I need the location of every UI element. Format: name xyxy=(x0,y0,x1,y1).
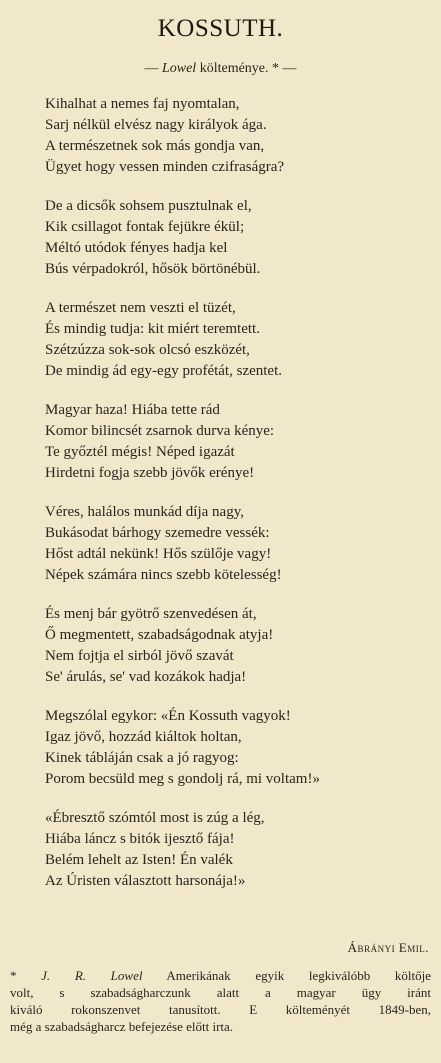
footnote-name: J. R. Lowel xyxy=(41,968,143,983)
stanza xyxy=(45,94,435,178)
poem-line: Te győztél mégis! Néped igazát xyxy=(45,444,235,460)
poem-body xyxy=(45,94,435,910)
poem-subtitle xyxy=(0,60,441,78)
poem-line: És menj bár gyötrő szenvedésen át, xyxy=(45,606,257,622)
poem-line: Méltó utódok fényes hadja kel xyxy=(45,240,228,256)
poem-line: Kihalhat a nemes faj nyomtalan, xyxy=(45,96,240,112)
subtitle-suffix: költeménye. * — xyxy=(196,61,297,76)
stanza xyxy=(45,196,435,280)
poem-line: Ügyet hogy vessen minden czifraságra? xyxy=(45,159,285,175)
poem-line: De a dicsők sohsem pusztulnak el, xyxy=(45,198,252,214)
author-signature: Ábrányi Emil. xyxy=(347,940,429,955)
footnote-marker: * xyxy=(10,968,42,983)
poem-line: Hiába láncz s bitók ijesztő fája! xyxy=(45,831,235,847)
subtitle-prefix: — xyxy=(144,61,162,76)
poem-line: Hirdetni fogja szebb jövők erénye! xyxy=(45,465,255,481)
poem-line: A természet nem veszti el tüzét, xyxy=(45,300,236,316)
poem-line: És mindig tudja: kit miért teremtett. xyxy=(45,321,260,337)
footnote xyxy=(10,967,431,1035)
poem-line: Igaz jövő, hozzád kiáltok holtan, xyxy=(45,729,242,745)
footnote-line: volt, s szabadságharczunk alatt a magyar ügy iránt xyxy=(10,985,431,1000)
poem-line: Porom becsüld meg s gondolj rá, mi voltam!» xyxy=(45,771,320,787)
poem-line: Az Úristen választott harsonája!» xyxy=(45,873,246,889)
poem-line: Belém lehelt az Isten! Én valék xyxy=(45,852,233,868)
poem-line: Kik csillagot fontak fejükre ékül; xyxy=(45,219,245,235)
stanza xyxy=(45,604,435,688)
poem-line: Sarj nélkül elvész nagy királyok ága. xyxy=(45,117,267,133)
poem-line: Nem fojtja el sirból jövő szavát xyxy=(45,648,234,664)
poem-line: «Ébresztő szómtól most is zúg a lég, xyxy=(45,810,265,826)
poem-line: Véres, halálos munkád díja nagy, xyxy=(45,504,244,520)
poem-line: Kinek tábláján csak a jó ragyog: xyxy=(45,750,239,766)
subtitle-author: Lowel xyxy=(161,61,197,76)
footnote-line: kiváló rokonszenvet tanusított. E költeményét 1849-ben, xyxy=(10,1002,431,1017)
stanza xyxy=(45,298,435,382)
poem-title: KOSSUTH. xyxy=(157,15,284,42)
poem-line: Komor bilincsét zsarnok durva kénye: xyxy=(45,423,275,439)
stanza xyxy=(45,502,435,586)
poem-line: A természetnek sok más gondja van, xyxy=(45,138,265,154)
stanza xyxy=(45,400,435,484)
stanza xyxy=(45,706,435,790)
footnote-line: * J. R. Lowel Amerikának egyik legkiválóbb költője xyxy=(10,968,431,983)
poem-line: Népek számára nincs szebb kötelesség! xyxy=(45,567,282,583)
poem-line: Ő megmentett, szabadságodnak atyja! xyxy=(45,627,274,643)
stanza xyxy=(45,808,435,892)
poem-line: Se' árulás, se' vad kozákok hadja! xyxy=(45,669,247,685)
poem-line: Magyar haza! Hiába tette rád xyxy=(45,402,220,418)
poem-line: Bukásodat bárhogy szemedre vessék: xyxy=(45,525,270,541)
poem-line: De mindig ád egy-egy profétát, szentet. xyxy=(45,363,282,379)
poem-line: Megszólal egykor: «Én Kossuth vagyok! xyxy=(45,708,291,724)
poem-line: Bús vérpadokról, hősök börtönébül. xyxy=(45,261,261,277)
poem-line: Hőst adtál nekünk! Hős szülője vagy! xyxy=(45,546,272,562)
footnote-line: még a szabadságharcz befejezése előtt irta. xyxy=(10,1019,234,1034)
poem-line: Szétzúzza sok-sok olcsó eszközét, xyxy=(45,342,250,358)
